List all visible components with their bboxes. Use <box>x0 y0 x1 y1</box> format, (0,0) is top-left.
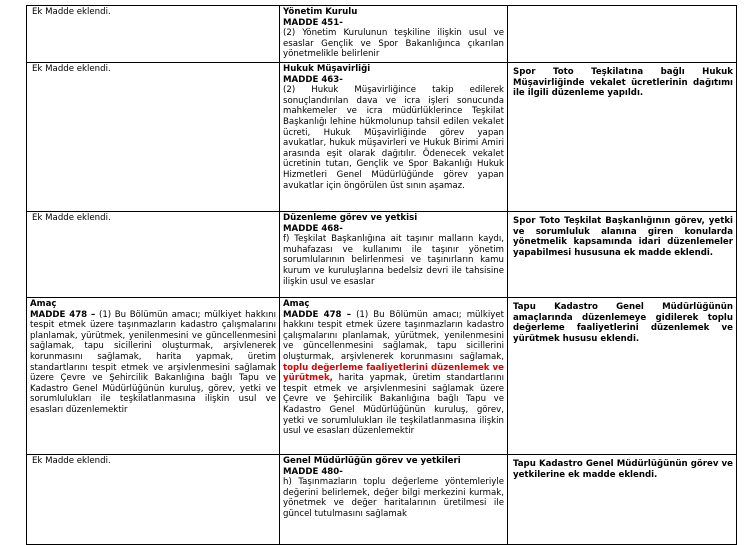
new-text-cell <box>280 6 508 63</box>
explanation-text: Tapu Kadastro Genel Müdürlüğünün görev ve yetkilerine ek madde eklendi. <box>513 459 733 480</box>
article-number: MADDE 480- <box>283 466 343 477</box>
table-row <box>27 455 737 545</box>
old-text-cell <box>27 455 280 545</box>
old-text-cell <box>27 6 280 63</box>
explanation-cell <box>508 6 737 63</box>
article-body: (1) Bu Bölümün amacı; mülkiyet hakkını tespit etmek üzere taşınmazların kadastro çalışmalarını planlamak, yürütmek, yenilenmesini ve güncellenmesini sağlamak, tapu sicillerini oluşturmak, arşivlenerek korunmasını sağlamak, harita yapmak, üretim standartlarını tespit etmek ve arşivlenmesini sağlamak üzere Çevre ve Şehircilik Bakanlığına bağlı Tapu ve Kadastro Genel Müdürlüğünün kuruluş, görev, yetki ve sorumlulukları ile teşkilatlanmasına ilişkin usul ve esasları düzenlemektir <box>30 309 276 415</box>
table-row <box>27 212 737 298</box>
old-text-cell <box>27 63 280 212</box>
new-text-cell <box>280 63 508 212</box>
explanation-text: Spor Toto Teşkilatına bağlı Hukuk Müşavirliğinde vekalet ücretlerinin dağıtımı ile ilgili düzenleme yapıldı. <box>513 67 733 99</box>
change-note: Ek Madde eklendi. <box>32 64 111 74</box>
article-heading: Amaç <box>283 299 310 309</box>
explanation-cell <box>508 298 737 455</box>
explanation-cell <box>508 455 737 545</box>
comparison-table <box>26 5 737 545</box>
change-note: Ek Madde eklendi. <box>32 7 111 17</box>
article-body: (1) Bu Bölümün amacı; mülkiyet hakkını tespit etmek üzere taşınmazların kadastro çalışmalarını planlamak, yürütmek, yenilenmesini ve güncellenmesini sağlamak, tapu sicillerini oluşturmak, arşivlenerek korunmasını sağlamak, <box>283 309 505 362</box>
article-heading: Hukuk Müşavirliği <box>283 64 371 74</box>
old-text-cell <box>27 212 280 298</box>
explanation-text: Tapu Kadastro Genel Müdürlüğünün amaçlarında düzenlemeye gidilerek toplu değerleme faaliyetlerini düzenlemek ve yürütmek hususu eklendi. <box>513 302 733 344</box>
article-body: (2) Yönetim Kurulunun teşkiline ilişkin usul ve esaslar Gençlik ve Spor Bakanlığınca çıkarılan yönetmelikle belirlenir <box>283 28 504 60</box>
article-number: MADDE 478 – <box>30 309 96 320</box>
explanation-text: Spor Toto Teşkilat Başkanlığının görev, yetki ve sorumluluk alanına giren konularda yönetmelik kapsamında idari düzenlemeler yapabilmesi hususuna ek madde eklendi. <box>513 216 733 258</box>
article-body: (2) Hukuk Müşavirliğince takip edilerek sonuçlandırılan dava ve icra işleri sonucunda mahkemeler ve icra müdürlüklerince Teşkilat Başkanlığı lehine hükmolunup tahsil edilen vekalet ücreti, Hukuk Müşavirliğinde görev yapan avukatlar, hukuk müşavirleri ve Hukuk Birimi Amiri arasında eşit olarak dağıtılır. Ödenecek vekalet ücretinin tutarı, Gençlik ve Spor Bakanlığı Hukuk Hizmetleri Genel Müdürlüğünde görev yapan avukatlar için öngörülen üst sının aşamaz. <box>283 85 504 191</box>
article-heading: Yönetim Kurulu <box>283 7 358 17</box>
article-number: MADDE 463- <box>283 74 343 85</box>
new-text-cell <box>280 455 508 545</box>
article-body-continued: harita yapmak, üretim standartlarını tespit etmek ve arşivlenmesini sağlamak üzere Çevre ve Şehircilik Bakanlığına bağlı Tapu ve Kadastro Genel Müdürlüğünün kuruluş, görev, yetki ve sorumlulukları ile teşkilatlanmasına ilişkin usul ve esasları düzenlemektir <box>283 373 504 437</box>
article-number: MADDE 468- <box>283 223 343 234</box>
old-text-cell <box>27 298 280 455</box>
change-note: Ek Madde eklendi. <box>32 213 111 223</box>
article-heading: Düzenleme görev ve yetkisi <box>283 213 418 223</box>
change-note: Ek Madde eklendi. <box>32 456 111 466</box>
article-heading: Amaç <box>30 299 57 309</box>
article-number: MADDE 451- <box>283 17 343 28</box>
article-heading: Genel Müdürlüğün görev ve yetkileri <box>283 456 461 466</box>
table-row <box>27 6 737 63</box>
table-row <box>27 298 737 455</box>
explanation-cell <box>508 63 737 212</box>
new-text-cell <box>280 212 508 298</box>
article-number: MADDE 478 – <box>283 309 352 320</box>
highlighted-addition: toplu değerleme faaliyetlerini düzenlemek ve yürütmek, <box>283 362 504 384</box>
new-text-cell <box>280 298 508 455</box>
table-row <box>27 63 737 212</box>
article-body: h) Taşınmazların toplu değerleme yöntemleriyle değerini belirlemek, değer bilgi merkezini kurmak, yönetmek ve değer haritalarının üretilmesi ile güncel tutulmasını sağlamak <box>283 477 504 519</box>
article-body: f) Teşkilat Başkanlığına ait taşınır malların kaydı, muhafazası ve kullanımı ile taşınır yönetim sorumlularının belirlenmesi ve taşınırların kamu kurum ve kuruluşlarına bedelsiz devri ile tahsisine ilişkin usul ve esaslar <box>283 234 504 287</box>
explanation-cell <box>508 212 737 298</box>
